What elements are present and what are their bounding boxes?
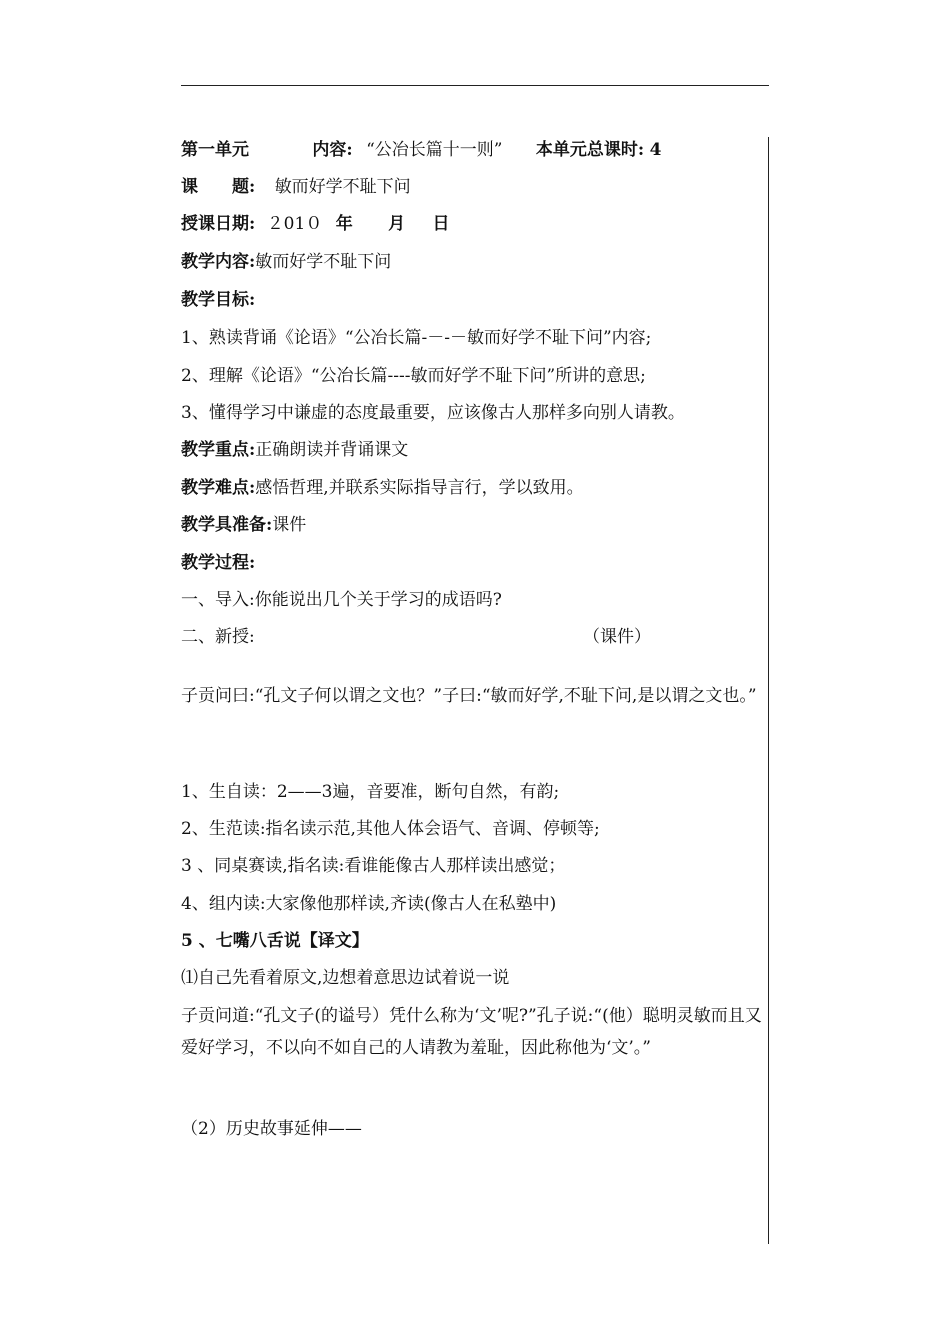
difficulty-value: 感悟哲理,并联系实际指导言行，学以致用。 [255, 478, 584, 498]
key-point-row [181, 438, 408, 462]
step-2: 2、生范读:指名读示范,其他人体会语气、音调、停顿等; [181, 819, 600, 839]
courseware-note: （课件） [583, 627, 651, 647]
difficulty-row [181, 476, 584, 500]
content-value: “公冶长篇十一则” [366, 140, 503, 160]
teaching-content-label: 教学内容: [181, 252, 256, 272]
date-month-unit: 月 [388, 214, 406, 234]
step-5-sub-1: ⑴自己先看着原文,边想着意思边试着说一说 [181, 968, 510, 988]
new-lesson-label: 二、新授: [181, 627, 255, 647]
topic-label: 课 题: [181, 177, 256, 197]
unit-name: 第一单元 [181, 140, 249, 160]
date-year: ２01０ [266, 214, 323, 234]
content-row [181, 250, 391, 274]
step-5: 5 、七嘴八舌说【译文】 [181, 931, 369, 951]
goals-label: 教学目标: [181, 290, 256, 310]
goal-item-1: 1、熟读背诵《论语》“公冶长篇-－-－敏而好学不耻下问”内容; [181, 328, 652, 348]
step-1: 1、生自读：2——3遍，音要准，断句自然，有韵; [181, 782, 560, 802]
key-point-label: 教学重点: [181, 440, 256, 460]
goal-item-2: 2、理解《论语》“公冶长篇----敏而好学不耻下问”所讲的意思; [181, 366, 646, 386]
difficulty-label: 教学难点: [181, 478, 256, 498]
process-intro: 一、导入:你能说出几个关于学习的成语吗? [181, 590, 502, 610]
right-margin-rule [768, 137, 769, 1244]
history-extension: （2）历史故事延伸—— [181, 1119, 362, 1139]
goal-item-3: 3、懂得学习中谦虚的态度最重要，应该像古人那样多向别人请教。 [181, 403, 685, 423]
top-rule [181, 85, 769, 86]
content-label: 内容: [312, 140, 353, 160]
key-point-value: 正确朗读并背诵课文 [255, 440, 409, 460]
process-label: 教学过程: [181, 553, 256, 573]
teaching-content-value: 敏而好学不耻下问 [255, 252, 392, 272]
topic-row [181, 175, 411, 199]
unit-header [181, 138, 661, 162]
materials-value: 课件 [272, 515, 307, 535]
date-day-unit: 日 [432, 214, 450, 234]
total-hours-value: 4 [649, 140, 662, 160]
new-lesson-row [181, 625, 651, 649]
translation-paragraph: 子贡问道:“孔文子(的谥号）凭什么称为‘文’呢?”孔子说:“(他）聪明灵敏而且又爱好学习，不以向不如自己的人请教为羞耻，因此称他为‘文’。” [181, 1006, 762, 1058]
step-3: 3 、同桌赛读,指名读:看谁能像古人那样读出感觉； [181, 856, 566, 876]
quote-paragraph: 子贡问曰:“孔文子何以谓之文也？”子曰:“敏而好学,不耻下问,是以谓之文也。” [181, 686, 757, 706]
total-hours-label: 本单元总课时: [535, 140, 645, 160]
date-row [181, 212, 450, 236]
date-label: 授课日期: [181, 214, 256, 234]
step-4: 4、组内读:大家像他那样读,齐读(像古人在私塾中) [181, 894, 557, 914]
date-year-unit: 年 [335, 214, 353, 234]
materials-label: 教学具准备: [181, 515, 273, 535]
topic-value: 敏而好学不耻下问 [274, 177, 411, 197]
materials-row [181, 513, 306, 537]
